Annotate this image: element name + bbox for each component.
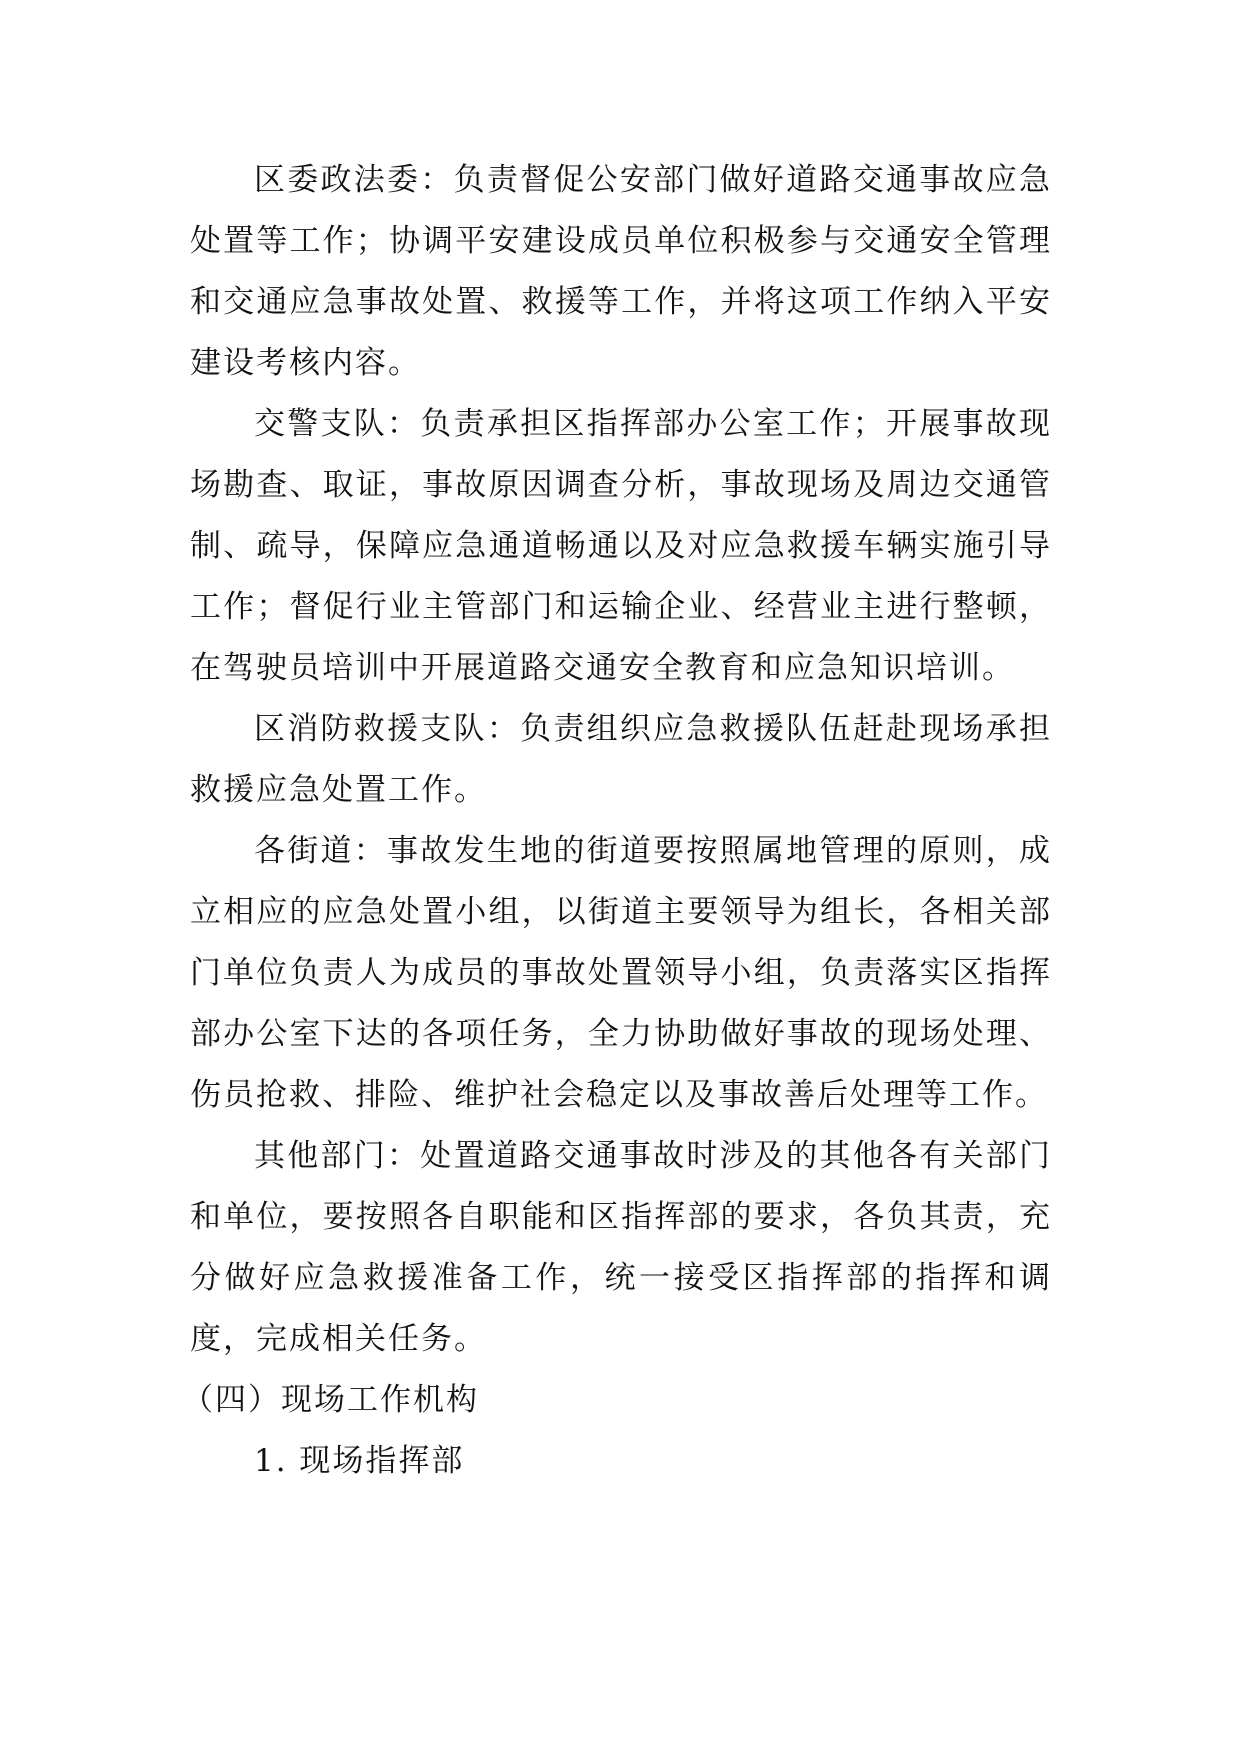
paragraph-subdistricts: 各街道：事故发生地的街道要按照属地管理的原则，成立相应的应急处置小组，以街道主要领导为组长，各相关部门单位负责人为成员的事故处置领导小组，负责落实区指挥部办公室下达的各项任务，全力协助做好事故的现场处理、伤员抢救、排险、维护社会稳定以及事故善后处理等工作。: [190, 833, 1052, 1113]
section-heading: （四）现场工作机构: [182, 1382, 479, 1418]
subsection-heading: 1. 现场指挥部: [254, 1443, 465, 1479]
paragraph-traffic-police-detachment: 交警支队：负责承担区指挥部办公室工作；开展事故现场勘查、取证，事故原因调查分析，事故现场及周边交通管制、疏导，保障应急通道畅通以及对应急救援车辆实施引导工作；督促行业主管部门和运输企业、经营业主进行整顿，在驾驶员培训中开展道路交通安全教育和应急知识培训。: [190, 406, 1052, 686]
paragraph-fire-rescue-detachment: 区消防救援支队：负责组织应急救援队伍赶赴现场承担救援应急处置工作。: [190, 711, 1052, 808]
paragraph-other-departments: 其他部门：处置道路交通事故时涉及的其他各有关部门和单位，要按照各自职能和区指挥部的要求，各负其责，充分做好应急救援准备工作，统一接受区指挥部的指挥和调度，完成相关任务。: [190, 1138, 1052, 1357]
document-body: [182, 150, 1052, 1492]
paragraph-district-political-legal-committee: 区委政法委：负责督促公安部门做好道路交通事故应急处置等工作；协调平安建设成员单位积极参与交通安全管理和交通应急事故处置、救援等工作，并将这项工作纳入平安建设考核内容。: [190, 162, 1052, 381]
